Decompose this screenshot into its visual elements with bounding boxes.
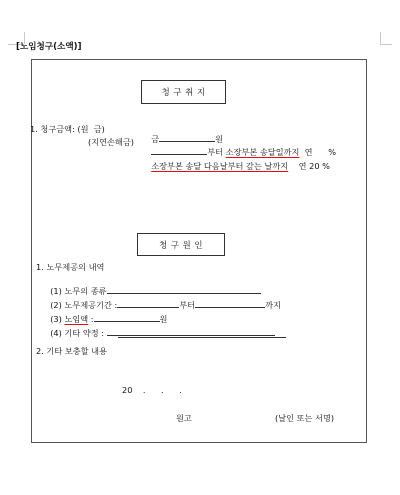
claim-amount-label: 1. 청구금액: (원 금) [30, 124, 105, 134]
interest-percent-1: % [328, 147, 336, 157]
date-line: 20 . . . [122, 385, 182, 395]
labor-period-from: 부터 [179, 300, 196, 310]
wage-suffix: 원 [159, 314, 168, 324]
interest-service-date: 소장부본 송달일까지 [225, 147, 300, 157]
labor-period-label: (2) 노무제공기간 : [50, 300, 118, 310]
labor-period-to: 까지 [265, 300, 281, 310]
claim-amount-suffix: 원 [215, 134, 224, 144]
wage-colon: : [88, 314, 94, 324]
signature-note: (날인 또는 서명) [275, 413, 335, 423]
interest-period-2: 소장부본 송달 다음날부터 갚는 날까지 [151, 161, 289, 171]
document-title: [노임청구(소액)] [16, 42, 82, 52]
interest-rate-label-1: 연 [304, 147, 313, 157]
section-title-box-claim-purpose [141, 80, 226, 104]
claim-amount-prefix: 금 [151, 134, 160, 144]
interest-rate-2: 연 20 % [298, 161, 330, 171]
section-title-claim-purpose: 청 구 취 지 [161, 87, 206, 97]
interest-line-2 [146, 151, 330, 171]
section-title-claim-cause: 청 구 원 인 [159, 239, 203, 250]
wage-prefix: (3) [50, 314, 62, 324]
item-additional-notes: 2. 기타 보충할 내용 [36, 346, 107, 356]
item-labor-details: 1. 노무제공의 내역 [36, 262, 105, 272]
labor-period-end-blank [195, 300, 265, 308]
subitem-other-terms [45, 318, 275, 338]
wage-label: 노임액 [64, 314, 89, 324]
crop-mark-top-right-h [380, 44, 392, 45]
crop-mark-top-right-v [380, 32, 381, 44]
other-terms-blank-2 [118, 337, 286, 338]
other-terms-label: (4) 기타 약정 : [50, 328, 105, 338]
interest-from: 부터 [207, 147, 224, 157]
plaintiff-label: 원고 [176, 413, 192, 423]
interest-label: (지연손해금) [88, 137, 134, 147]
other-terms-blank-1 [107, 328, 275, 336]
section-title-box-claim-cause [137, 233, 225, 256]
labor-type-label: (1) 노무의 종류 [50, 286, 107, 296]
